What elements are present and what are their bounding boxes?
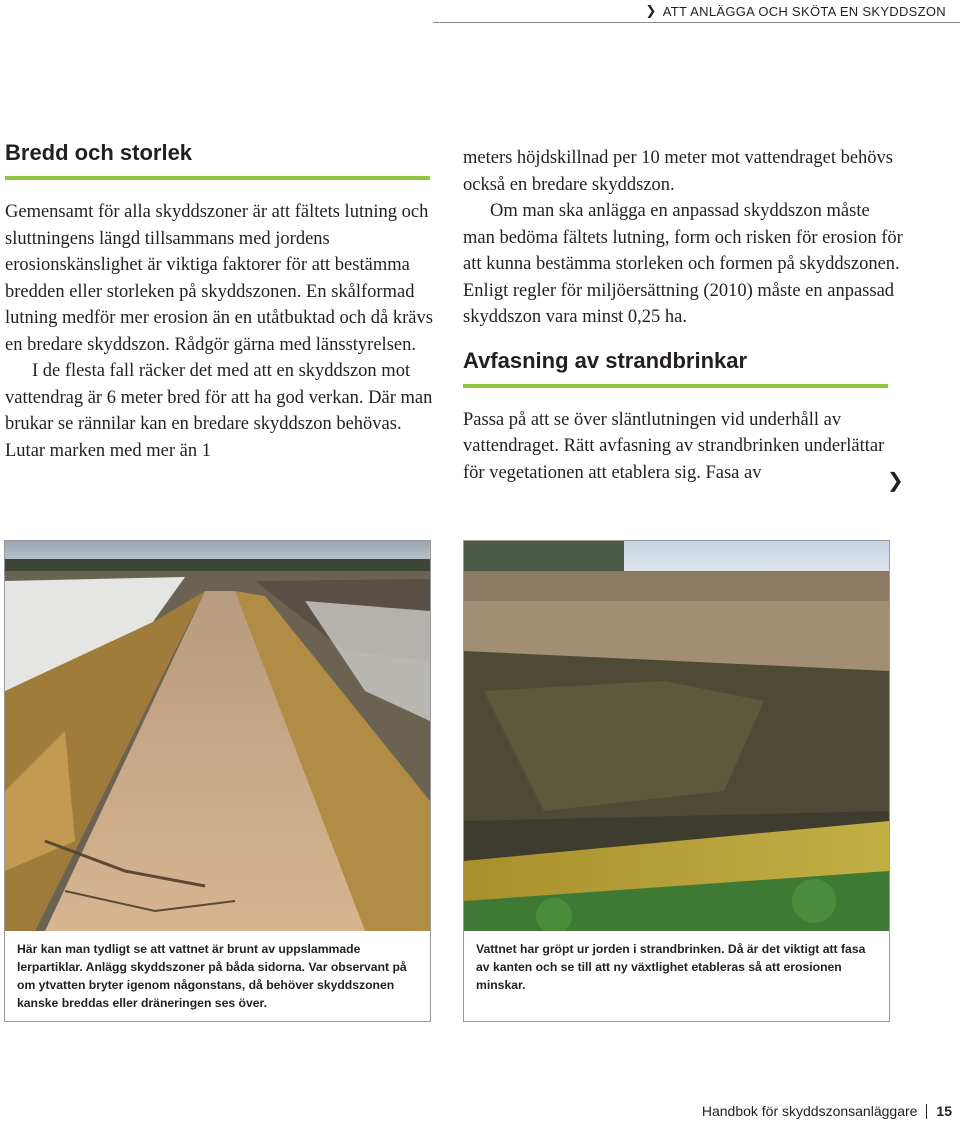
page-number: 15 [936, 1103, 952, 1119]
body-paragraph: Gemensamt för alla skyddszoner är att fältets lutning och sluttningens längd tillsammans med jordens erosionskänslighet är viktiga faktorer för att bestämma bredden eller storleken på skyddszonen. En skålformad lutning medför mer erosion än en utåtbuktad och då krävs en bredare skyddszon. Rådgör gärna med länsstyrelsen. [5, 202, 433, 355]
body-paragraph: Om man ska anlägga en anpassad skyddszon måste man bedöma fältets lutning, form och risken för erosion för att kunna bestämma storleken och formen på skyddszonen. Enligt regler för miljöersättning (2010) måste en anpassad skyddszon vara minst 0,25 ha. [463, 201, 903, 327]
footer-divider [926, 1104, 927, 1119]
left-column [5, 140, 433, 464]
section-heading-bredd: Bredd och storlek [5, 140, 430, 180]
photo-caption: Vattnet har gröpt ur jorden i strandbrinken. Då är det viktigt att fasa av kanten och se till att ny växtlighet etableras så att erosionen minskar. [476, 942, 866, 992]
running-header-title: ATT ANLÄGGA OCH SKÖTA EN SKYDDSZON [662, 3, 946, 19]
body-paragraph: meters höjdskillnad per 10 meter mot vattendraget behövs också en bredare skyddszon. [463, 148, 894, 195]
body-paragraph: I de flesta fall räcker det med att en skyddszon mot vattendrag är 6 meter bred för att ha god verkan. Där man brukar se rännilar kan en bredare skyddszon behövas. Lutar marken med mer än 1 [5, 361, 433, 461]
photo-caption: Här kan man tydligt se att vattnet är brunt av uppslammade lerpartiklar. Anlägg skyddszoner på båda sidorna. Var observant på om ytvatten bryter igenom någonstans, då behöver skyddszonen kanske breddas eller dräneringen ses över. [17, 942, 407, 1010]
photo-card-bank [463, 540, 890, 1022]
page-footer [702, 1103, 952, 1119]
body-paragraph: Passa på att se över släntlutningen vid underhåll av vattendraget. Rätt avfasning av strandbrinken underlättar för vegetationen att etablera sig. Fasa av [463, 409, 885, 483]
section-heading-avfasning: Avfasning av strandbrinkar [463, 348, 888, 388]
photo-card-ditch [4, 540, 431, 1022]
book-title: Handbok för skyddszonsanläggare [701, 1103, 918, 1119]
right-column [463, 140, 903, 486]
continue-arrow-icon: ❯ [887, 470, 904, 492]
chevron-right-icon: ❯ [645, 3, 657, 18]
ditch-photo [5, 541, 430, 931]
running-header [646, 0, 946, 22]
eroded-bank-photo [464, 541, 889, 931]
header-divider [433, 22, 960, 23]
